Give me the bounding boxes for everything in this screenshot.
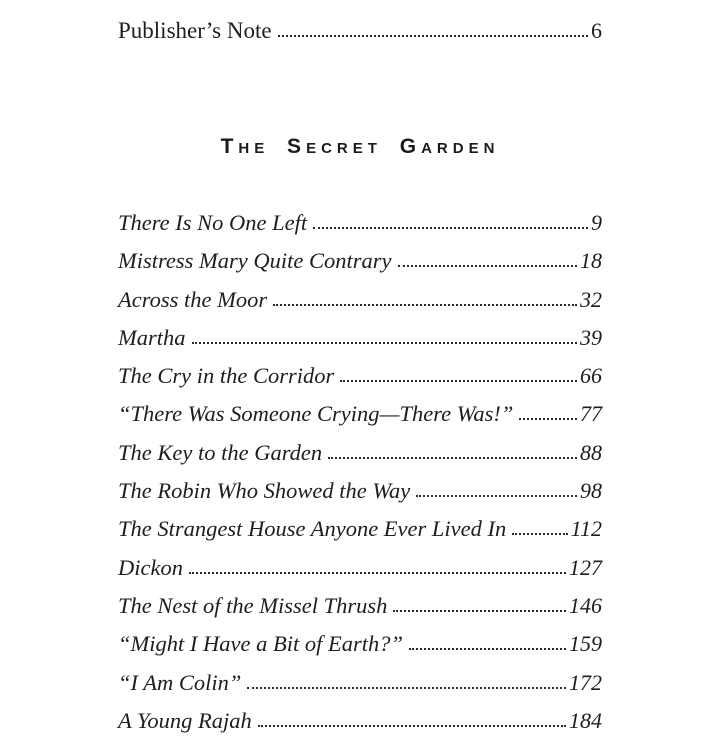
toc-entry <box>118 319 602 357</box>
page-number: 98 <box>580 478 602 504</box>
toc-entry <box>118 395 602 433</box>
page-number: 172 <box>569 669 602 695</box>
dot-leader <box>398 265 577 267</box>
page-number: 159 <box>569 631 602 657</box>
dot-leader <box>328 457 577 459</box>
toc-entry <box>118 510 602 548</box>
toc-entry <box>118 434 602 472</box>
chapter-title: Dickon <box>118 554 183 580</box>
chapter-title: The Strangest House Anyone Ever Lived In <box>118 516 507 542</box>
dot-leader <box>519 418 577 420</box>
toc-entry <box>118 587 602 625</box>
dot-leader <box>416 495 577 497</box>
page-number: 9 <box>591 210 602 235</box>
toc-entry <box>118 625 602 663</box>
toc-entry <box>118 702 602 740</box>
toc-entry <box>118 549 602 587</box>
page-number: 146 <box>569 592 602 618</box>
chapter-title: Martha <box>118 324 186 350</box>
chapter-title: “Might I Have a Bit of Earth?” <box>118 631 403 657</box>
page-number: 66 <box>580 363 602 389</box>
page-number: 88 <box>580 439 602 465</box>
dot-leader <box>278 35 588 37</box>
page-number: 18 <box>580 248 602 274</box>
front-matter-label: Publisher’s Note <box>118 18 272 43</box>
toc-entry <box>118 242 602 280</box>
chapter-title: There Is No One Left <box>118 210 308 235</box>
toc-entry <box>118 204 602 242</box>
toc-list <box>118 204 602 740</box>
front-matter-entry <box>118 14 602 48</box>
chapter-title: “There Was Someone Crying—There Was!” <box>118 401 514 427</box>
page-number: 127 <box>569 554 602 580</box>
page-number: 6 <box>591 18 602 43</box>
toc-entry <box>118 664 602 702</box>
toc-entry <box>118 357 602 395</box>
chapter-title: The Cry in the Corridor <box>118 363 335 389</box>
page-number: 112 <box>570 516 602 542</box>
chapter-title: The Nest of the Missel Thrush <box>118 592 388 618</box>
dot-leader <box>258 725 566 727</box>
chapter-title: Across the Moor <box>118 286 268 312</box>
dot-leader <box>393 610 566 612</box>
toc-entry <box>118 472 602 510</box>
toc-entry <box>118 281 602 319</box>
dot-leader <box>192 342 578 344</box>
chapter-title: Mistress Mary Quite Contrary <box>118 248 392 274</box>
dot-leader <box>313 227 588 229</box>
page-number: 184 <box>569 707 602 733</box>
dot-leader <box>273 304 577 306</box>
chapter-title: A Young Rajah <box>118 707 252 733</box>
chapter-title: The Key to the Garden <box>118 439 323 465</box>
page-number: 39 <box>580 324 602 350</box>
dot-leader <box>340 380 577 382</box>
dot-leader <box>512 533 567 535</box>
dot-leader <box>189 572 566 574</box>
section-title: The Secret Garden <box>220 135 500 158</box>
dot-leader <box>247 687 566 689</box>
page-number: 77 <box>580 401 602 427</box>
dot-leader <box>409 648 566 650</box>
page-number: 32 <box>580 286 602 312</box>
chapter-title: “I Am Colin” <box>118 669 242 695</box>
chapter-title: The Robin Who Showed the Way <box>118 478 411 504</box>
